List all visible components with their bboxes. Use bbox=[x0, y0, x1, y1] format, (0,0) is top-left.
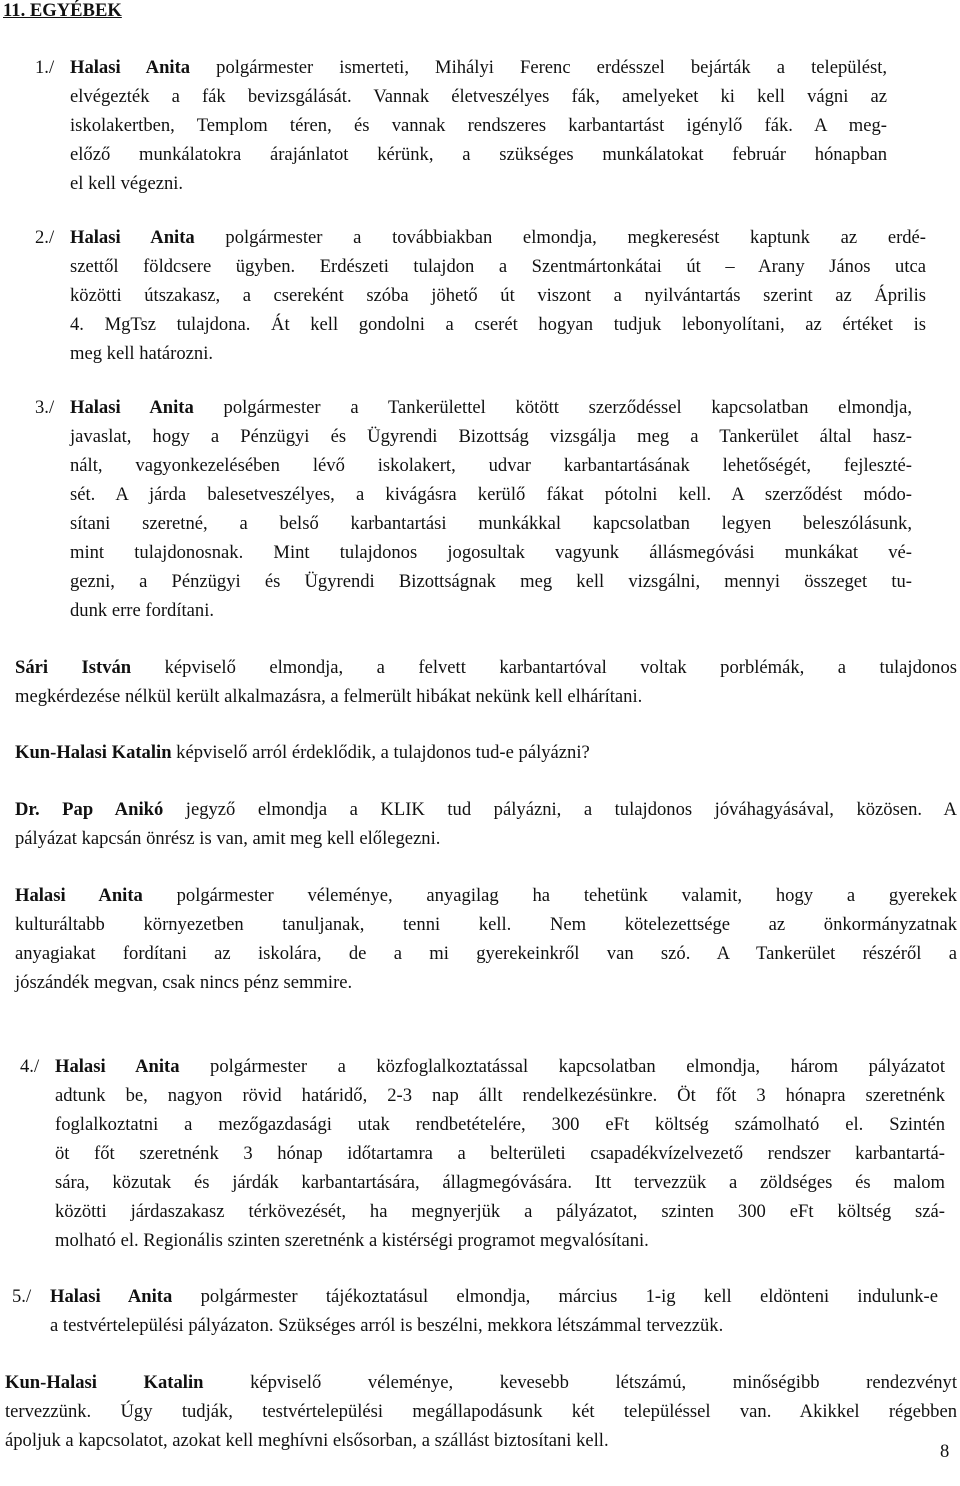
paragraph-text: el kell végezni. bbox=[70, 173, 184, 194]
paragraph-line bbox=[70, 145, 887, 165]
paragraph-line bbox=[15, 915, 957, 935]
paragraph-line bbox=[70, 543, 912, 563]
item-number: 3./ bbox=[35, 397, 55, 418]
page-number: 8 bbox=[940, 1441, 950, 1462]
paragraph-line bbox=[70, 174, 183, 194]
paragraph-text: képviselő elmondja, a felvett karbantartóval voltak porblémák, a tulajdonos bbox=[131, 657, 957, 678]
paragraph-text: közötti útszakasz, a csereként szóba jöhető út viszont a nyilvántartás szerint az Április bbox=[70, 285, 926, 306]
paragraph-line bbox=[70, 427, 912, 447]
paragraph-text: 4. MgTsz tulajdona. Át kell gondolni a cserét hogyan tudjuk lebonyolítani, az értéket is bbox=[70, 314, 926, 335]
paragraph-line bbox=[55, 1231, 649, 1251]
paragraph-line bbox=[50, 1316, 723, 1336]
paragraph-line bbox=[70, 344, 213, 364]
item-number: 4./ bbox=[20, 1056, 40, 1077]
paragraph-line bbox=[70, 116, 887, 136]
paragraph-line bbox=[70, 257, 926, 277]
paragraph-line bbox=[5, 1402, 957, 1422]
paragraph-line bbox=[15, 800, 957, 820]
paragraph-text: ápoljuk a kapcsolatot, azokat kell meghívni elsősorban, a szállást biztosítani kell. bbox=[5, 1430, 609, 1451]
paragraph-text: polgármester a továbbiakban elmondja, megkeresést kaptunk az erdé- bbox=[194, 227, 927, 248]
paragraph-text: tervezzünk. Úgy tudják, testvértelepülési megállapodásunk két településsel van. Akikkel régebben bbox=[5, 1401, 957, 1422]
paragraph-text: gezni, a Pénzügyi és Ügyrendi Bizottságnak meg kell vizsgálni, mennyi összeget tu- bbox=[70, 571, 912, 592]
paragraph-line bbox=[15, 687, 642, 707]
paragraph-line bbox=[15, 658, 957, 678]
paragraph-line bbox=[50, 1287, 938, 1307]
speaker-name: Halasi Anita bbox=[70, 397, 194, 418]
paragraph-line bbox=[70, 286, 926, 306]
paragraph-text: dunk erre fordítani. bbox=[70, 600, 215, 621]
speaker-name: Halasi Anita bbox=[55, 1056, 180, 1077]
paragraph-text: polgármester a Tankerülettel kötött szerződéssel kapcsolatban elmondja, bbox=[193, 397, 913, 418]
paragraph-text: előző munkálatokra árajánlatot kérünk, a szükséges munkálatokat február hónapban bbox=[70, 144, 887, 165]
item-number: 5./ bbox=[12, 1286, 32, 1307]
paragraph-text: pályázat kapcsán önrész is van, amit meg kell előlegezni. bbox=[15, 828, 441, 849]
paragraph-line bbox=[15, 743, 590, 763]
paragraph-line bbox=[70, 398, 912, 418]
paragraph-line bbox=[15, 973, 352, 993]
paragraph-line bbox=[55, 1115, 945, 1135]
paragraph-text: mint tulajdonosnak. Mint tulajdonos jogosultak vagyunk állásmegóvási munkákat vé- bbox=[70, 542, 912, 563]
paragraph-text: jegyző elmondja a KLIK tud pályázni, a tulajdonos jóváhagyásával, közösen. A bbox=[163, 799, 957, 820]
paragraph-text: öt főt szeretnénk 3 hónap időtartamra a belterületi csapadékvízelvezető rendszer karbantartá- bbox=[55, 1143, 945, 1164]
speaker-name: Dr. Pap Anikó bbox=[15, 799, 164, 820]
paragraph-line bbox=[70, 514, 912, 534]
speaker-name: Kun-Halasi Katalin bbox=[5, 1372, 204, 1393]
paragraph-text: foglalkoztatni a mezőgazdasági utak rendbetételére, 300 eFt költség számolható el. Szintén bbox=[55, 1114, 945, 1135]
paragraph-text: iskolakertben, Templom téren, és vannak rendszeres karbantartást igénylő fák. A meg- bbox=[70, 115, 887, 136]
paragraph-line bbox=[5, 1431, 609, 1451]
paragraph-line bbox=[55, 1086, 945, 1106]
paragraph-text: polgármester tájékoztatásul elmondja, március 1-ig kell eldönteni indulunk-e bbox=[172, 1286, 938, 1307]
item-number: 1./ bbox=[35, 57, 55, 78]
paragraph-text: kulturáltabb környezetben tanuljanak, tenni kell. Nem kötelezettsége az önkormányzatnak bbox=[15, 914, 957, 935]
paragraph-text: polgármester a közfoglalkoztatással kapcsolatban elmondja, három pályázatot bbox=[179, 1056, 945, 1077]
paragraph-line bbox=[15, 829, 440, 849]
speaker-name: Halasi Anita bbox=[70, 227, 195, 248]
paragraph-text: javaslat, hogy a Pénzügyi és Ügyrendi Bizottság vizsgálja meg a Tankerület által hasz- bbox=[70, 426, 912, 447]
paragraph-text: képviselő véleménye, kevesebb létszámú, minőségibb rendezvényt bbox=[203, 1372, 958, 1393]
speaker-name: Halasi Anita bbox=[70, 57, 191, 78]
paragraph-text: megkérdezése nélkül került alkalmazásra, a felmerült hibákat nekünk kell elhárítani. bbox=[15, 686, 643, 707]
paragraph-text: adtunk be, nagyon rövid határidő, 2-3 nap állt rendelkezésünkre. Öt főt 3 hónapra szeretnénk bbox=[55, 1085, 945, 1106]
paragraph-line bbox=[55, 1057, 945, 1077]
speaker-name: Halasi Anita bbox=[50, 1286, 173, 1307]
paragraph-line bbox=[70, 58, 887, 78]
paragraph-line bbox=[15, 944, 957, 964]
speaker-name: Sári István bbox=[15, 657, 132, 678]
item-number: 2./ bbox=[35, 227, 55, 248]
paragraph-text: sára, közutak és járdák karbantartására, állagmegóvására. Itt tervezzük a zöldséges és malom bbox=[55, 1172, 945, 1193]
paragraph-text: képviselő arról érdeklődik, a tulajdonos tud-e pályázni? bbox=[171, 742, 590, 763]
speaker-name: Halasi Anita bbox=[15, 885, 143, 906]
paragraph-line bbox=[70, 315, 926, 335]
section-heading: 11. EGYÉBEK bbox=[3, 0, 122, 21]
paragraph-text: meg kell határozni. bbox=[70, 343, 214, 364]
paragraph-text: polgármester ismerteti, Mihályi Ferenc erdésszel bejárták a települést, bbox=[190, 57, 888, 78]
paragraph-text: a testvértelepülési pályázaton. Szükséges arról is beszélni, mekkora létszámmal tervezzük. bbox=[50, 1315, 724, 1336]
paragraph-text: sítani szeretné, a belső karbantartási munkákkal kapcsolatban legyen beleszólásunk, bbox=[70, 513, 912, 534]
paragraph-line bbox=[55, 1202, 945, 1222]
paragraph-line bbox=[55, 1173, 945, 1193]
paragraph-line bbox=[70, 87, 887, 107]
paragraph-line bbox=[70, 485, 912, 505]
paragraph-text: sét. A járda balesetveszélyes, a kivágásra kerülő fákat pótolni kell. A szerződést módo- bbox=[70, 484, 912, 505]
paragraph-text: elvégezték a fák bevizsgálását. Vannak életveszélyes fák, amelyeket ki kell vágni az bbox=[70, 86, 887, 107]
paragraph-line bbox=[70, 601, 214, 621]
paragraph-line bbox=[70, 456, 912, 476]
paragraph-line bbox=[70, 228, 926, 248]
speaker-name: Kun-Halasi Katalin bbox=[15, 742, 172, 763]
paragraph-line bbox=[5, 1373, 957, 1393]
paragraph-line bbox=[55, 1144, 945, 1164]
paragraph-text: szettől földcsere ügyben. Erdészeti tulajdon a Szentmártonkátai út – Arany János utca bbox=[70, 256, 926, 277]
paragraph-text: anyagiakat fordítani az iskolára, de a mi gyerekeinkről van szó. A Tankerület részéről a bbox=[15, 943, 957, 964]
paragraph-text: molható el. Regionális szinten szeretnénk a kistérségi programot megvalósítani. bbox=[55, 1230, 649, 1251]
paragraph-text: nált, vagyonkezelésében lévő iskolakert, udvar karbantartásának lehetőségét, fejleszté- bbox=[70, 455, 912, 476]
paragraph-text: polgármester véleménye, anyagilag ha tehetünk valamit, hogy a gyerekek bbox=[142, 885, 957, 906]
paragraph-text: jószándék megvan, csak nincs pénz semmire. bbox=[15, 972, 353, 993]
paragraph-line bbox=[15, 886, 957, 906]
paragraph-text: közötti járdaszakasz térkövezését, ha megnyerjük a pályázatot, szinten 300 eFt költség szá- bbox=[55, 1201, 945, 1222]
paragraph-line bbox=[70, 572, 912, 592]
